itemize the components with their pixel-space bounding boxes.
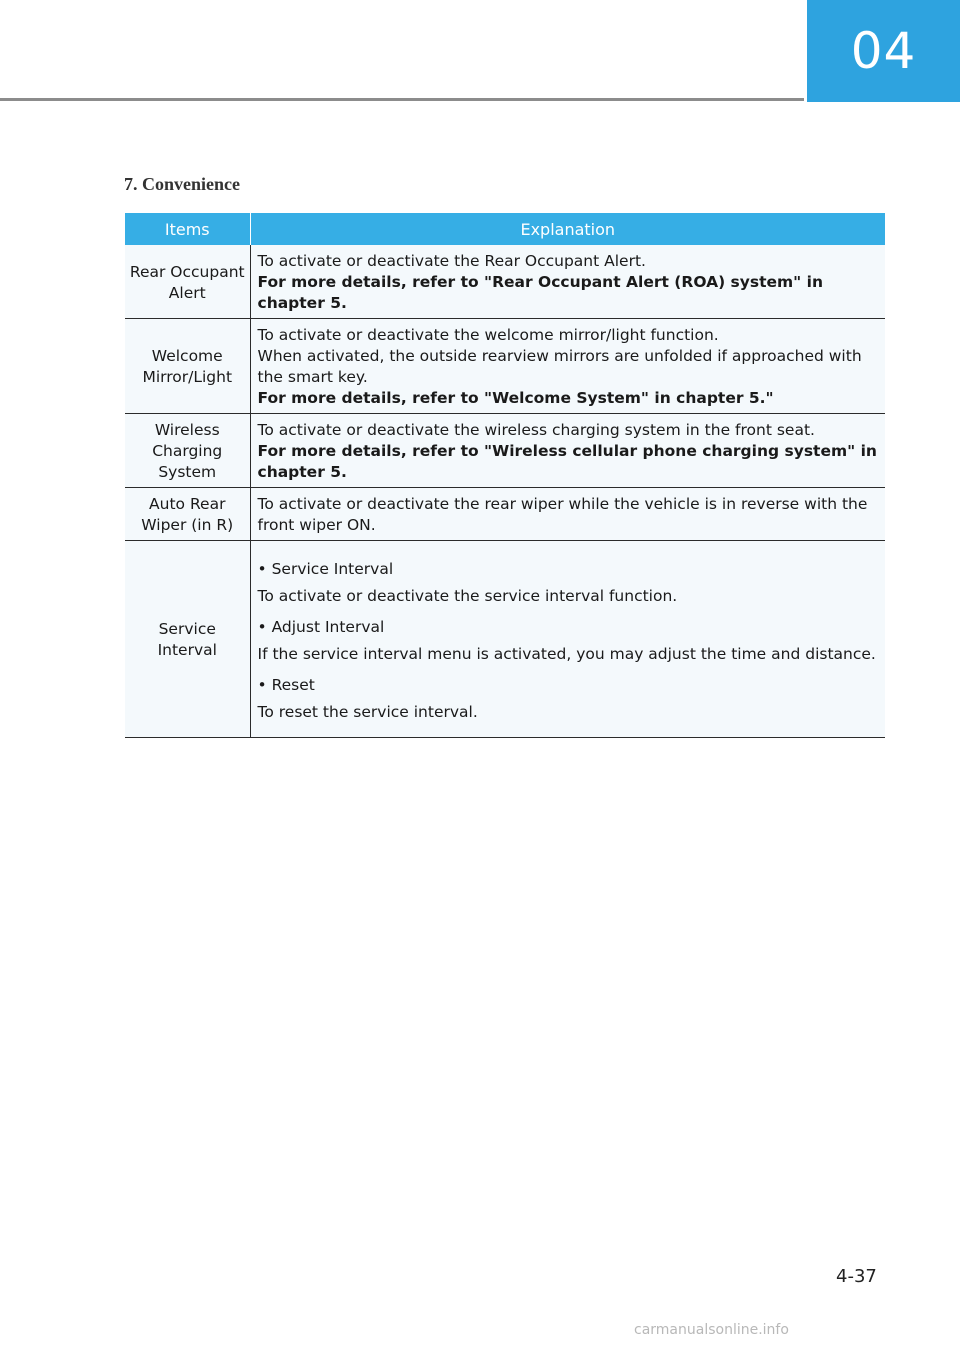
subitem-text: To reset the service interval.: [257, 703, 478, 721]
subitem-title: • Adjust Interval: [257, 618, 385, 636]
watermark-text: carmanualsonline.info: [634, 1322, 789, 1338]
explanation-text: To activate or deactivate the rear wiper while the vehicle is in reverse with the front wiper ON.: [257, 495, 868, 534]
subitem-service-interval: [258, 559, 878, 607]
explanation-text: To activate or deactivate the Rear Occupant Alert.: [257, 252, 646, 270]
explanation-cell: [250, 414, 885, 488]
table-row: [125, 245, 885, 319]
item-cell: Auto Rear Wiper (in R): [125, 488, 250, 541]
reference-note: For more details, refer to "Rear Occupant Alert (ROA) system" in chapter 5.: [257, 273, 824, 312]
item-cell: Wireless Charging System: [125, 414, 250, 488]
column-header-items: Items: [125, 213, 250, 245]
subitem-title: • Service Interval: [257, 560, 394, 578]
column-header-explanation: Explanation: [250, 213, 885, 245]
reference-note: For more details, refer to "Welcome System" in chapter 5.": [257, 389, 774, 407]
settings-table: [125, 213, 885, 738]
explanation-text: To activate or deactivate the wireless charging system in the front seat.: [257, 421, 815, 439]
explanation-text: When activated, the outside rearview mirrors are unfolded if approached with the smart key.: [257, 347, 862, 386]
chapter-number: 04: [850, 22, 917, 80]
table-row: [125, 541, 885, 738]
section-title: 7. Convenience: [124, 174, 240, 194]
subitem-text: If the service interval menu is activated, you may adjust the time and distance.: [257, 645, 876, 663]
reference-note: For more details, refer to "Wireless cellular phone charging system" in chapter 5.: [257, 442, 877, 481]
chapter-tab: [807, 0, 960, 102]
subitem-reset: [258, 675, 878, 723]
table-row: [125, 488, 885, 541]
explanation-text: To activate or deactivate the welcome mirror/light function.: [257, 326, 719, 344]
table-row: [125, 319, 885, 414]
subitem-adjust-interval: [258, 617, 878, 665]
item-cell: Service Interval: [125, 541, 250, 738]
table-row: [125, 414, 885, 488]
item-cell: Rear Occupant Alert: [125, 245, 250, 319]
explanation-cell: [250, 488, 885, 541]
subitem-text: To activate or deactivate the service interval function.: [257, 587, 678, 605]
item-cell: Welcome Mirror/Light: [125, 319, 250, 414]
explanation-cell: [250, 541, 885, 738]
header-rule: [0, 98, 804, 101]
explanation-cell: [250, 245, 885, 319]
subitem-title: • Reset: [257, 676, 315, 694]
page-number: 4-37: [836, 1266, 877, 1287]
table-header-row: [125, 213, 885, 245]
explanation-cell: [250, 319, 885, 414]
